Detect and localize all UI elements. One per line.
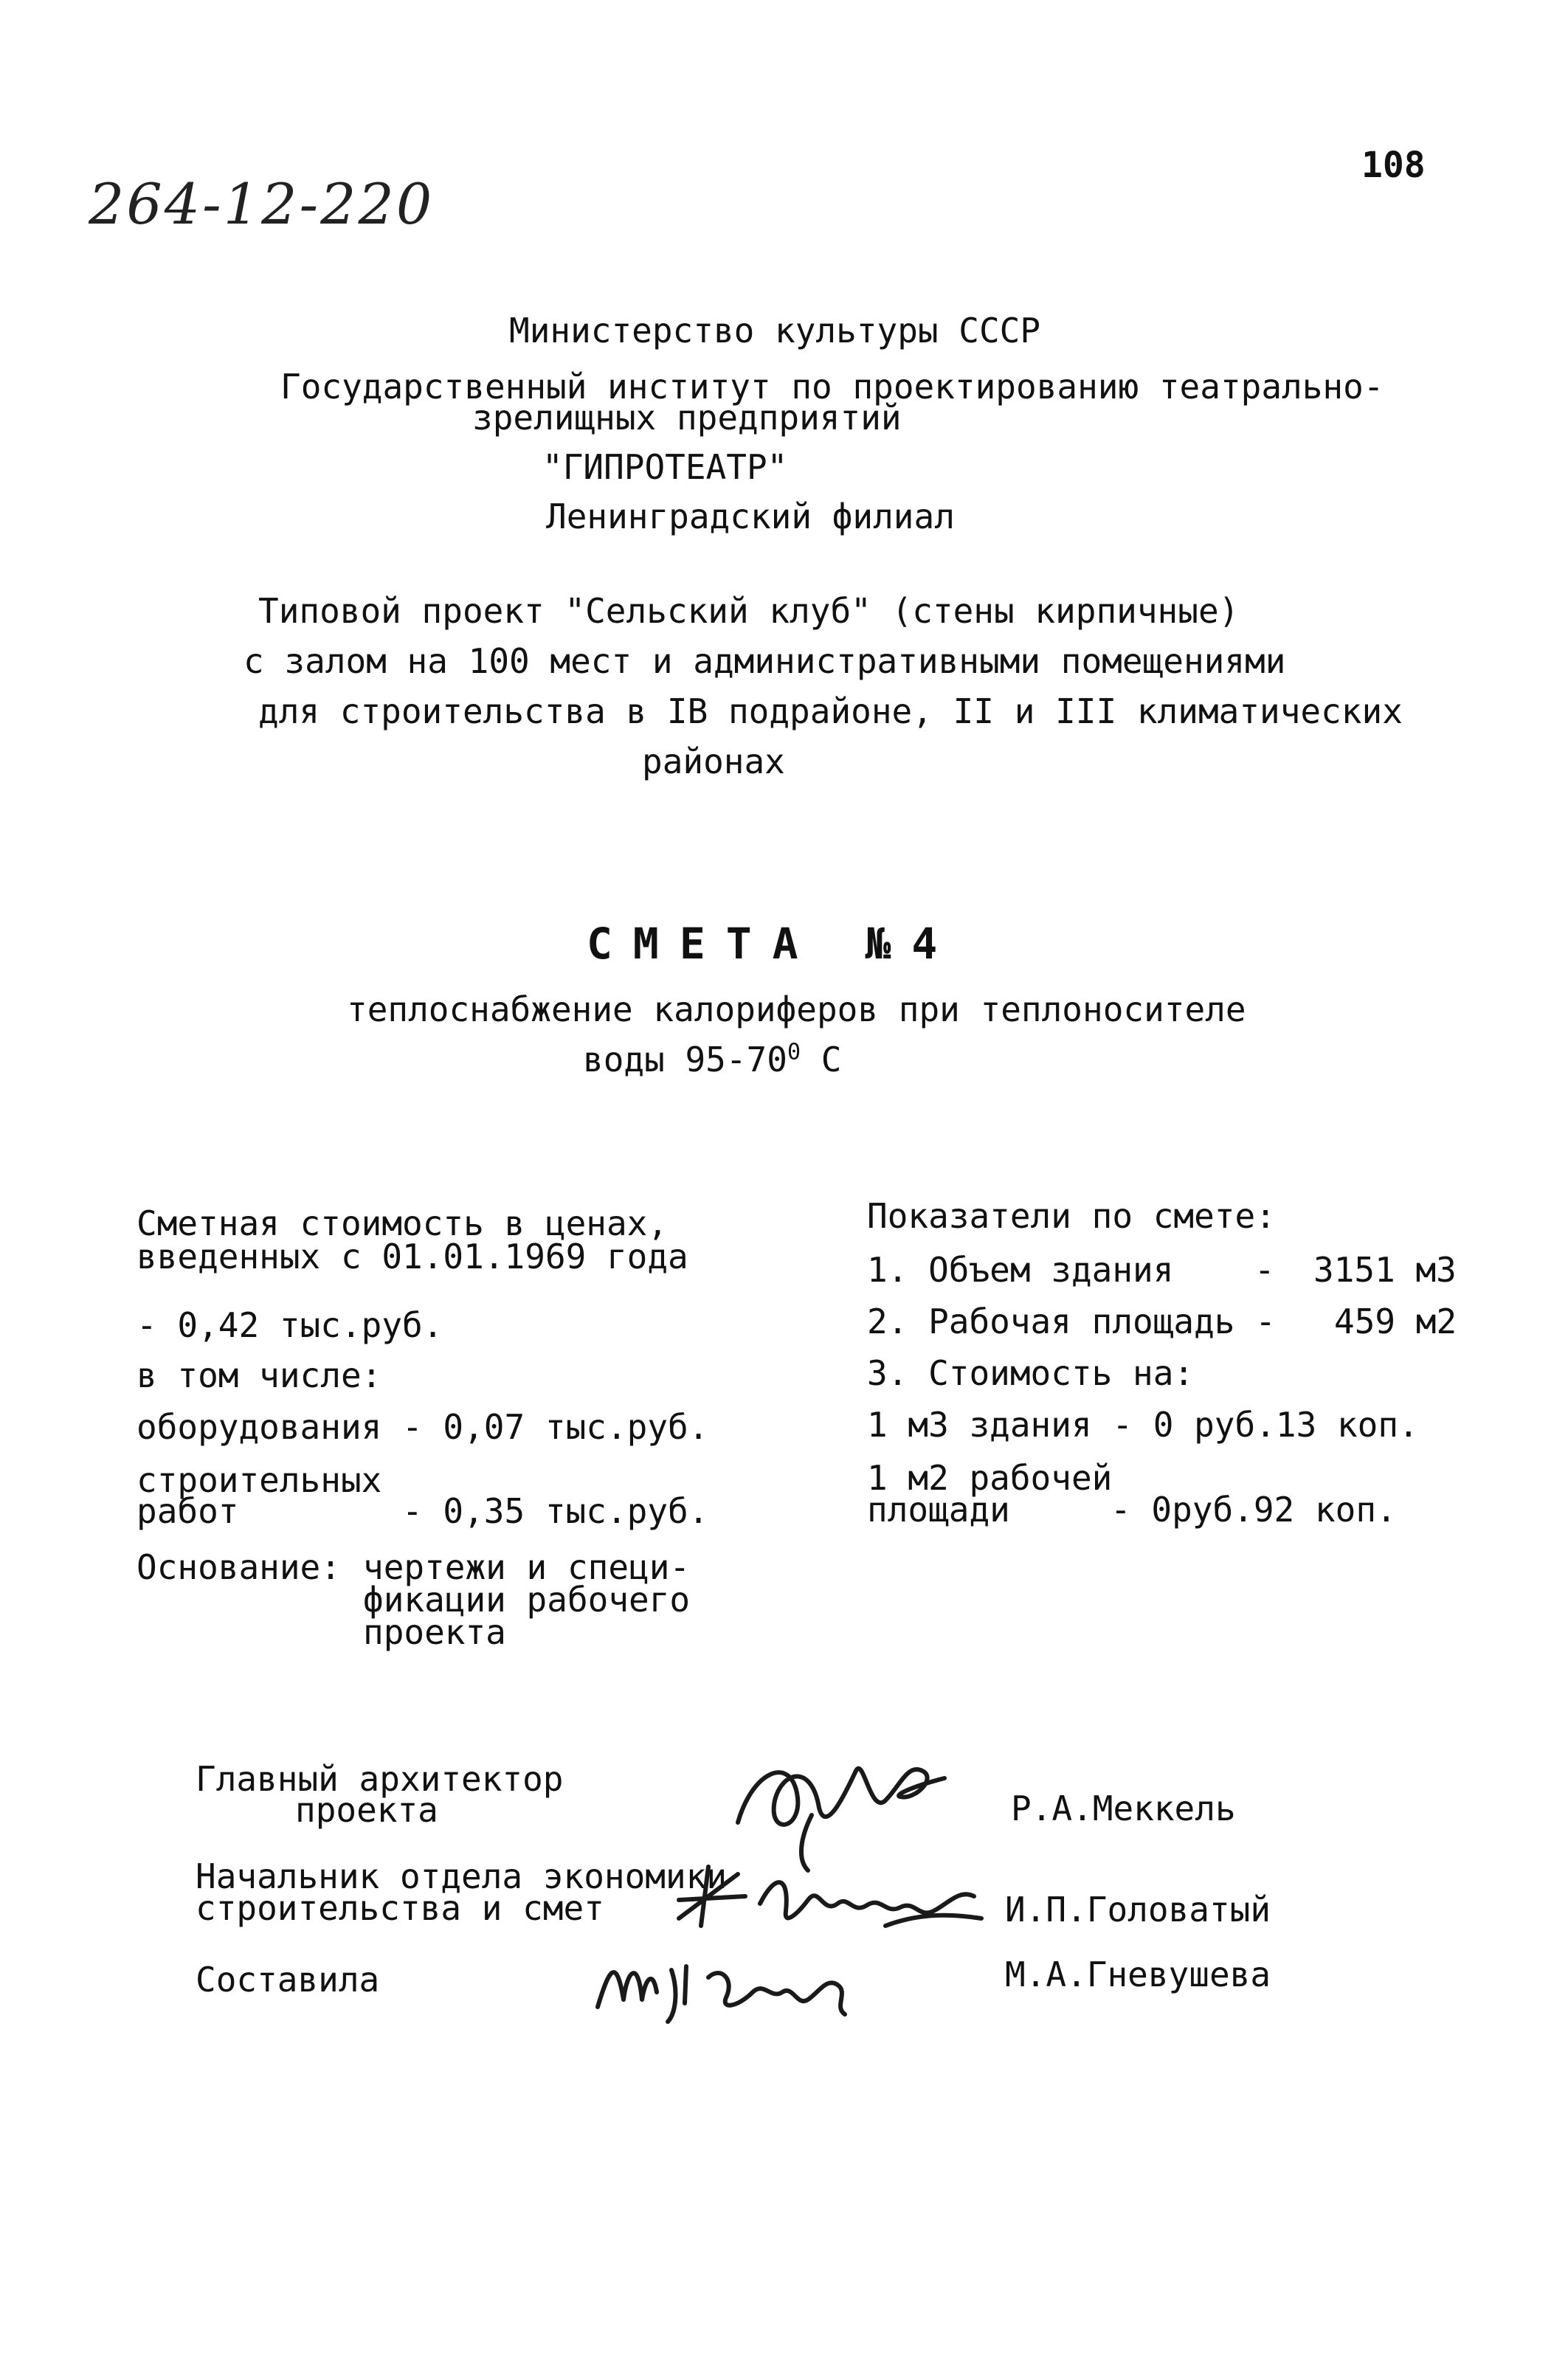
indicator-5-line-1: 1 м2 рабочей [867, 1458, 1113, 1498]
indicator-1-value: 3151 м3 [1313, 1250, 1457, 1290]
basis-line-2: фикации рабочего [363, 1580, 691, 1620]
cost-construction-label-1: строительных [137, 1460, 382, 1500]
celsius-unit: С [801, 1040, 842, 1079]
indicator-3-label: 3. Стоимость на: [867, 1353, 1195, 1393]
indicator-4-line: 1 м3 здания - 0 руб.13 коп. [867, 1405, 1419, 1445]
role-chief-architect-line-1: Главный архитектор [196, 1759, 564, 1799]
institute-line-2: зрелищных предприятий [472, 398, 902, 438]
project-line-4: районах [642, 742, 785, 781]
estimate-subtitle-line-1: теплоснабжение калориферов при теплоносителе [347, 989, 1246, 1029]
project-line-3: для строительства в IB подрайоне, II и III климатических [258, 691, 1403, 731]
institute-line-1: Государственный институт по проектированию театрально- [280, 367, 1384, 407]
cost-construction-label-2: работ [137, 1491, 239, 1531]
cost-construction-value: - 0,35 тыс.руб. [402, 1491, 709, 1531]
signature-compiler [583, 1926, 900, 2036]
cost-equipment: оборудования - 0,07 тыс.руб. [137, 1407, 709, 1447]
branch-name: Ленинградский филиал [546, 497, 955, 536]
name-compiler: М.А.Гневушева [1005, 1955, 1271, 1994]
indicators-title: Показатели по смете: [867, 1196, 1276, 1236]
role-economics-head-line-1: Начальник отдела экономики [196, 1856, 728, 1896]
page-number: 108 [1361, 145, 1426, 186]
water-temperature: воды 95-70 [583, 1040, 787, 1079]
indicator-5-line-2-label: площади [867, 1490, 1010, 1530]
handwritten-document-code: 264-12-220 [89, 171, 435, 237]
indicator-2-label: 2. Рабочая площадь - [867, 1302, 1276, 1341]
cost-line-2: введенных с 01.01.1969 года [137, 1237, 688, 1276]
institute-short-name: "ГИПРОТЕАТР" [542, 447, 788, 487]
indicator-1-label: 1. Объем здания [867, 1250, 1174, 1290]
cost-total: - 0,42 тыс.руб. [137, 1305, 443, 1345]
role-economics-head-line-2: строительства и смет [196, 1888, 604, 1928]
basis-label: Основание: [137, 1547, 341, 1587]
basis-line-3: проекта [363, 1612, 506, 1652]
role-chief-architect-line-2: проекта [295, 1790, 438, 1830]
estimate-title: СМЕТА №4 [587, 919, 959, 969]
cost-including: в том числе: [137, 1355, 382, 1395]
name-economics-head: И.П.Головатый [1005, 1890, 1271, 1929]
estimate-subtitle-line-2 [583, 1039, 841, 1080]
indicator-2-value: 459 м2 [1334, 1302, 1457, 1341]
degree-mark: 0 [787, 1039, 801, 1065]
indicator-5-line-2-value: - 0руб.92 коп. [1111, 1490, 1397, 1530]
project-line-2: с залом на 100 мест и административными помещениями [244, 641, 1286, 681]
cost-line-1: Сметная стоимость в ценах, [137, 1203, 669, 1243]
role-compiler: Составила [196, 1960, 380, 2000]
indicator-1-dash: - [1254, 1250, 1275, 1290]
name-chief-architect: Р.А.Меккель [1011, 1789, 1236, 1828]
ministry-name: Министерство культуры СССР [509, 311, 1041, 350]
basis-line-1: чертежи и специ- [363, 1547, 691, 1587]
project-line-1: Типовой проект "Сельский клуб" (стены кирпичные) [258, 591, 1240, 631]
